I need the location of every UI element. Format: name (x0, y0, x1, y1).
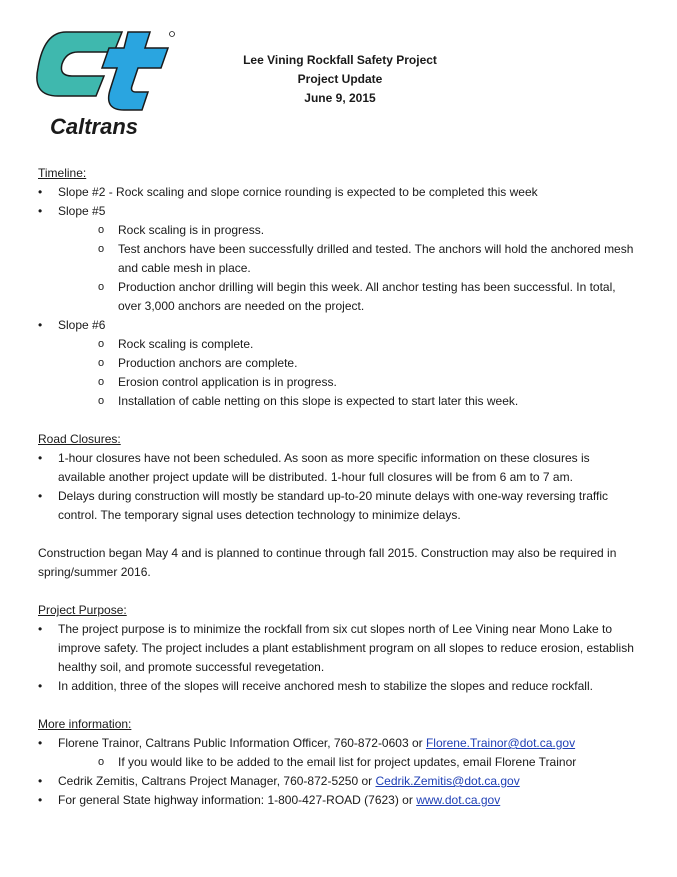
list-item (38, 316, 638, 411)
florene-email-link[interactable]: Florene.Trainor@dot.ca.gov (425, 736, 576, 750)
document-body (38, 164, 638, 810)
document-date: June 9, 2015 (304, 91, 376, 105)
sub-list-item: o Installation of cable netting on this slope is expected to start later this week. (98, 392, 638, 411)
project-title: Lee Vining Rockfall Safety Project (243, 53, 437, 67)
list-item (38, 772, 638, 791)
dot-website-link[interactable]: www.dot.ca.gov (416, 793, 501, 807)
list-item (38, 734, 638, 772)
contact-text: Cedrik Zemitis, Caltrans Project Manager, 760-872-5250 or (58, 774, 376, 788)
list-item (38, 202, 638, 316)
list-item: • 1-hour closures have not been scheduled. As soon as more specific information on these closures is available another project update will be distributed. 1-hour full closures will be from 6 am to 7 am. (38, 449, 638, 487)
construction-paragraph: Construction began May 4 and is planned to continue through fall 2015. Construction may also be required in spring/summer 2016. (38, 546, 617, 579)
slope-label: Slope #6 (58, 318, 106, 332)
list-item (38, 791, 638, 810)
sub-list-item: o Rock scaling is in progress. (98, 221, 638, 240)
contact-text: Florene Trainor, Caltrans Public Information Officer, 760-872-0603 or (58, 736, 426, 750)
sub-list-item: o Production anchor drilling will begin this week. All anchor testing has been successful. In total, over 3,000 anchors are needed on the project. (98, 278, 638, 316)
list-item: • The project purpose is to minimize the rockfall from six cut slopes north of Lee Vining near Mono Lake to improve safety. The project includes a plant establishment program on all slopes to reduce erosion, establish healthy soil, and promote successful revegetation. (38, 620, 638, 677)
sub-list (58, 753, 638, 772)
caltrans-logo (36, 30, 176, 140)
document-subtitle: Project Update (297, 72, 383, 86)
cedrik-email-link[interactable]: Cedrik.Zemitis@dot.ca.gov (375, 774, 520, 788)
sub-list (58, 221, 638, 316)
sub-list (58, 335, 638, 411)
caltrans-wordmark: Caltrans (50, 114, 139, 139)
more-information-list (38, 734, 638, 810)
more-information-heading: More information: (38, 717, 132, 731)
sub-list-item: o Test anchors have been successfully drilled and tested. The anchors will hold the anchored mesh and cable mesh in place. (98, 240, 638, 278)
sub-list-item: o Erosion control application is in progress. (98, 373, 638, 392)
sub-list-item: o Rock scaling is complete. (98, 335, 638, 354)
contact-text: For general State highway information: 1-800-427-ROAD (7623) or (58, 793, 417, 807)
caltrans-ct-mark-icon (36, 30, 176, 140)
project-purpose-heading: Project Purpose: (38, 603, 127, 617)
sub-list-item: o If you would like to be added to the email list for project updates, email Florene Trainor (98, 753, 638, 772)
list-item: • Delays during construction will mostly be standard up-to-20 minute delays with one-way reversing traffic control. The temporary signal uses detection technology to minimize delays. (38, 487, 638, 525)
road-closures-heading: Road Closures: (38, 432, 121, 446)
timeline-heading: Timeline: (38, 166, 87, 180)
list-item: • In addition, three of the slopes will receive anchored mesh to stabilize the slopes and reduce rockfall. (38, 677, 638, 696)
list-item: • Slope #2 - Rock scaling and slope cornice rounding is expected to be completed this week (38, 183, 638, 202)
road-closures-list (38, 449, 638, 525)
document-header (230, 51, 450, 108)
sub-list-item: o Production anchors are complete. (98, 354, 638, 373)
project-purpose-list (38, 620, 638, 696)
timeline-list (38, 183, 638, 411)
slope-label: Slope #5 (58, 204, 106, 218)
